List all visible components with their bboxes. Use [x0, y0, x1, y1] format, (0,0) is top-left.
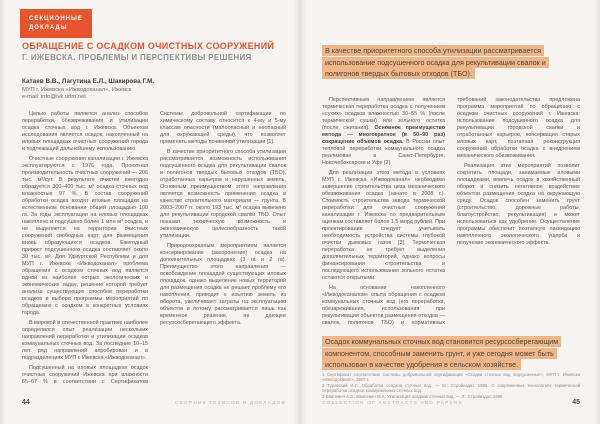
- paragraph: Целью работы является анализ способов переработки, обезвреживания и утилизации осадка сточных вод г. Ижевска. Объектом исследования является осадок, накопленный на иловых площадках очистных сооружений города и подлежащий дальнейшему использованию.: [22, 111, 148, 152]
- emphasized-text: Основное преимущество метода — многократное (в 50–90 раз) сокращение объемов осадка.: [322, 125, 446, 145]
- footer-label-right: COLLECTION OF ABSTRACTS AND PAPERS: [322, 401, 463, 406]
- article-affiliation: МУП г. Ижевска «Ижводоканал», Ижевск: [22, 87, 132, 93]
- right-page-footer: [322, 399, 580, 409]
- page-number-left: 44: [22, 399, 30, 406]
- section-tag-line2: ДОКЛАДЫ: [29, 24, 68, 31]
- right-page-body-text: [322, 97, 580, 330]
- reference-item: 3 Евилевич А.З., Евилевич М.А. Утилизация осадков сточных вод. — Л.: Стройиздат, 1988.: [322, 393, 504, 399]
- paragraph: В мировой и отечественной практике наиболее определился опыт реализации нескольких направлений переработки и утилизации осадков коммунальных сточных вод. За последние 10–15 лет ряд направлений апробирован и в подразделениях МУП г. Ижевска «Ижводоканал».: [22, 320, 148, 361]
- paragraph: Для реализации этого метода в условиях МУП г. Ижевска «Ижводоканал» необходимо завершение строительства цеха механического обезвоживания осадка (начато в 2008 г.). Стоимость строительства завода термической переработки для очистных сооружений канализации г. Ижевска по предварительным оценкам составляет более 1,5 млрд рублей. При проектировании следует учитывать необходимость устройства системы глубокой очистки дымовых газов [3]. Термическая переработка не требует выделения дополнительных территорий, однако вопросы финансирования строительства и последующего использования зольного остатка остаются открытыми.: [322, 170, 445, 281]
- references-block: [322, 372, 580, 399]
- article-authors: Катаев В.В., Лагутина Е.Л., Шакирова Г.М.: [22, 78, 155, 85]
- reference-item: 2 Туровский И.С. Обработка осадков сточных вод. — М.: Стройиздат, 1988. О современных технологиях термической переработки осадков коммунальных сточных вод.: [322, 382, 580, 394]
- pull-quote-bottom: [322, 336, 580, 371]
- pull-quote-top: [322, 45, 580, 80]
- paragraph-text: В России опыт тепловой переработки коммунального осадка реализован в Санкт-Петербурге, Новочебоксарске и Уфе [2].: [322, 139, 446, 166]
- pull-quote-top-text: В качестве приоритетного способа утилизации рассматривается использование подсушенного осадка для рекультивации свалок и полигонов твердых бытовых отходов (ТБО).: [322, 45, 549, 79]
- left-page-body-text: [22, 111, 286, 389]
- reference-item: 1 Сертификат соответствия Системы добровольной сертификации «Осадки сточных вод подсушенные», МУП г. Ижевска «Ижводоканал», 2007 г.: [322, 372, 580, 383]
- paragraph: На основании накопленного «Ижводоканалом» опыта обращения с осадком коммунальных сточных вод (его переработки, обезвреживания, использования при рекультивации объектов размещения отходов — свалок, полигонов ТБО) и нормативных требований законодательства предложена программа мероприятий по обращению с осадком очистных сооружений г. Ижевска: использование подсушенного осадка для рекультивации городской свалки и отработанных карьеров, консервация старых иловых карт, поэтапная реконструкция сооружений обработки осадка с внедрением механического обезвоживания.: [322, 97, 580, 326]
- paragraph-text: Перспективным направлением является термическая переработка осадка с получением «сухих» осадков влажностью 30–55 % (после термической сушки) или зольного остатка (после сжигания).: [322, 97, 445, 131]
- left-page-footer: [22, 399, 286, 409]
- article-email: e-mail: info@ivk.udm.net: [22, 94, 86, 100]
- paragraph: Очистные сооружения канализации г. Ижевска эксплуатируются с 1976 года. Проектная производительность очистных сооружений — 206 тыс. м³/сут. В результате очистки ежегодно образуется 300–400 тыс. м³ осадка сточных вод влажностью 97 %. В состав сооружений обработки осадка входят иловые площадки на естественном основании общей площадью 100 га. За годы эксплуатации на иловых площадках накоплено и подсушено более 1 млн м³ осадка, и не выделяется на территории очистных сооружений свободных карт для размещения вновь образующихся осадков. Ежегодный прирост подсушенного осадка составляет около 30 тыс. м³. Для Удмуртской Республики и для МУП г. Ижевска «Ижводоканал» проблема обращения с осадком сточных вод является одной из наиболее острых экологических и экономических задач, решение которой требует анализа существующих способов переработки осадков и выбора программы мероприятий по обращению с осадком в конкретных условиях города.: [22, 156, 148, 316]
- paragraph: Подсушенный на иловых площадках осадок очистных сооружений Ижевска при влажности 65–67 % в соответствии с Сертификатом Системы добровольной сертификации по химическому составу относится к 4-му и 5-му классам опасности (малоопасный и неопасный для окружающей среды), что позволяет применять методы почвенной утилизации [1].: [22, 111, 286, 385]
- footer-label-left: СБОРНИК ТЕЗИСОВ И ДОКЛАДОВ: [175, 401, 286, 406]
- paragraph: Природоохранным мероприятием является консервирование (захоронение) осадка на дополнительных площадках (3 га и 2 га). Преимущество этого направления — освобождение площадей существующих иловых площадок, однако выделение новых территорий для размещения осадка не решает проблему его накопления, приводит к изъятию земель из оборота, увеличивает затраты на эксплуатацию объектов и потому рассматривается лишь как временное решение, не дающее ресурсосберегающего эффекта.: [160, 243, 286, 326]
- section-tag-line1: СЕКЦИОННЫЕ: [29, 16, 83, 22]
- page-number-right: 45: [572, 399, 580, 406]
- paragraph: В качестве приоритетного способа утилизации рассматривается возможность использования подсушенного осадка для рекультивации свалок и полигонов твердых бытовых отходов (ТБО), отработанных карьеров и нарушенных земель. Основным преимуществом этого направления является возможность применения осадка в качестве строительного материала — грунта. В 2003–2007 гг. около 193 тыс. м³ осадка вывезено для рекультивации городской свалки ТБО. Опыт показал техническую возможность и экономическую целесообразность такой утилизации.: [160, 149, 286, 239]
- paragraph: [322, 97, 445, 167]
- page-gutter-shadow: [294, 0, 306, 424]
- right-edge-shadow: [594, 0, 600, 424]
- pull-quote-bottom-text: Осадок коммунальных сточных вод становится ресурсосберегающим компонентом, способным заменить грунт, и уже сегодня может быть использован в качестве удобрения в сельском хозяйстве.: [322, 336, 561, 370]
- paragraph: Реализация этих мероприятий позволит сократить площади, занимаемые иловыми площадками, вовлечь осадок в хозяйственный оборот и снизить негативное воздействие объектов размещения осадка на окружающую среду. Осадок способен заменить грунт (строительство, дорожные работы, благоустройство, рекультивация) и может использоваться как удобрение. Осуществление программы обеспечит поэтапную ликвидацию накопленного экологического ущерба и получение экономического эффекта.: [457, 163, 580, 246]
- article-title: ОБРАЩЕНИЕ С ОСАДКОМ ОЧИСТНЫХ СООРУЖЕНИЙ: [22, 41, 275, 51]
- section-tag: [20, 9, 92, 38]
- left-edge-shadow: [0, 0, 6, 424]
- article-subtitle: Г. ИЖЕВСКА. ПРОБЛЕМЫ И ПЕРСПЕКТИВЫ РЕШЕНИЯ: [22, 53, 252, 62]
